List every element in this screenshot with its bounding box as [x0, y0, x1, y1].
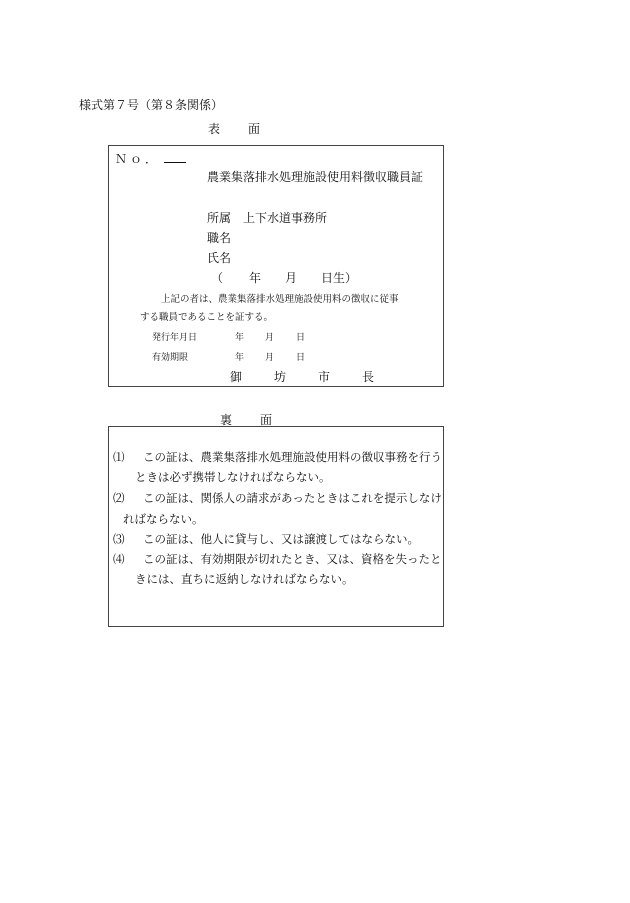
- form-number: 様式第７号（第８条関係）: [79, 98, 224, 112]
- issuer: 御 坊 市 長: [230, 370, 385, 384]
- note-2-line-1: この証は、関係人の請求があったときはこれを提示しなけ: [143, 491, 442, 505]
- card-front: [108, 145, 444, 387]
- card-back: [108, 426, 444, 627]
- position-label: 職名: [207, 231, 232, 245]
- affiliation-value: 上下水道事務所: [243, 211, 328, 225]
- note-3-number: ⑶: [113, 532, 125, 546]
- back-heading: 裏 面: [220, 413, 281, 427]
- note-1-line-1: この証は、農業集落排水処理施設使用料の徴収事務を行う: [143, 450, 442, 464]
- note-1-number: ⑴: [113, 450, 125, 464]
- card-number-label: Ｎｏ．: [115, 152, 161, 166]
- birth-month: 月: [285, 271, 298, 285]
- note-2-number: ⑵: [113, 491, 125, 505]
- note-3-line-1: この証は、他人に貸与し、又は譲渡してはならない。: [143, 532, 419, 546]
- valid-day: 日: [296, 353, 306, 363]
- card-number-blank: [164, 153, 186, 163]
- birth-year: 年: [249, 271, 262, 285]
- note-4-line-2: きには、直ちに返納しなければならない。: [135, 572, 354, 586]
- front-heading: 表 面: [208, 122, 269, 136]
- name-label: 氏名: [207, 251, 232, 265]
- note-1-line-2: ときは必ず携帯しなければならない。: [135, 470, 331, 484]
- note-4-number: ⑷: [113, 552, 125, 566]
- issued-month: 月: [265, 333, 275, 343]
- issued-day: 日: [296, 333, 306, 343]
- valid-month: 月: [265, 353, 275, 363]
- issued-year: 年: [235, 333, 245, 343]
- note-2-line-2: ればならない。: [123, 512, 204, 526]
- note-4-line-1: この証は、有効期限が切れたとき、又は、資格を失ったと: [143, 552, 442, 566]
- affiliation-row: [207, 209, 327, 226]
- valid-year: 年: [235, 353, 245, 363]
- statement-line-2: する職員であることを証する。: [140, 312, 274, 323]
- statement-line-1: 上記の者は、農業集落排水処理施設使用料の徴収に従事: [161, 294, 399, 305]
- birth-day: 日生）: [321, 271, 358, 285]
- birth-open: （: [211, 271, 224, 285]
- birth-date: [211, 269, 357, 286]
- card-number: [115, 150, 186, 167]
- card-title: 農業集落排水処理施設使用料徴収職員証: [207, 170, 424, 184]
- affiliation-label: 所属: [207, 211, 232, 225]
- issued-date-label: 発行年月日: [152, 333, 198, 343]
- valid-until-label: 有効期限: [152, 353, 189, 363]
